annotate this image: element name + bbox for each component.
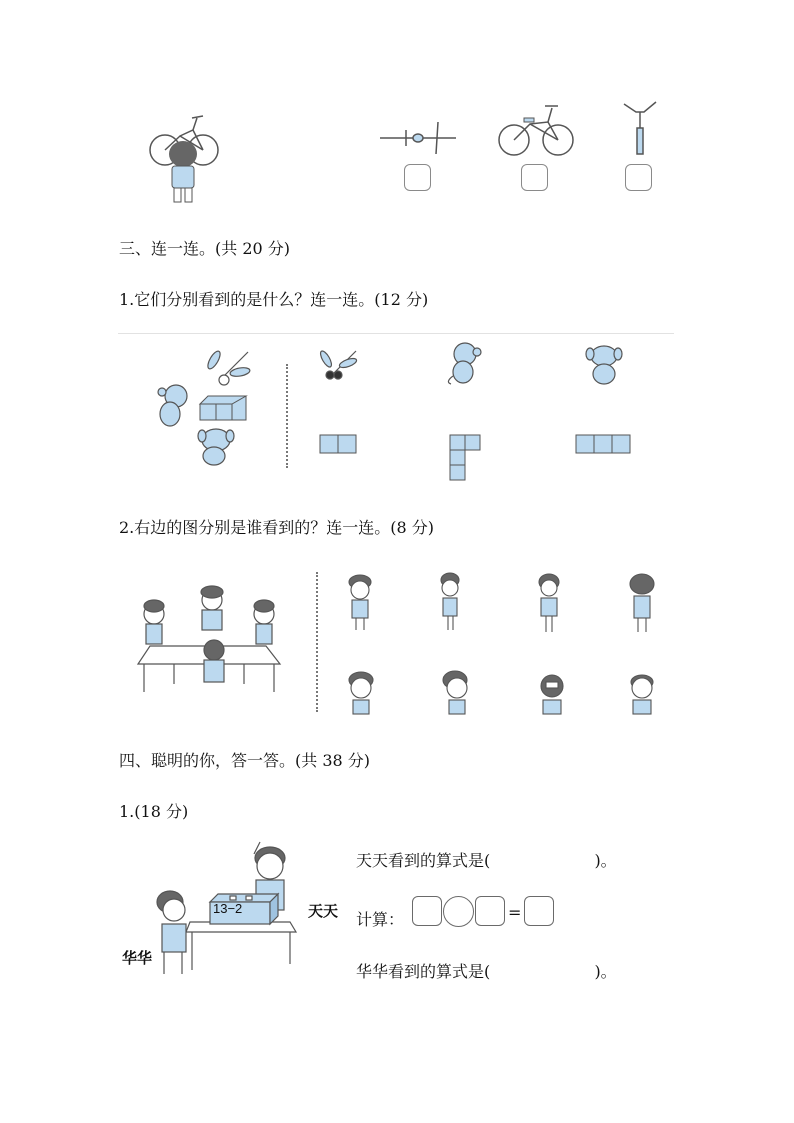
- section4-title: 四、聪明的你，答一答。(共 38 分): [119, 751, 371, 770]
- huahua-line-suffix: )。: [594, 962, 617, 981]
- answer-box-2[interactable]: [521, 164, 548, 191]
- calc-operand-box-2[interactable]: [475, 896, 505, 926]
- girl-bust-side-icon: [437, 668, 477, 716]
- boy-front-icon: [626, 672, 658, 714]
- box-equation-text: 13−2: [213, 901, 243, 916]
- name-huahua: 华华: [122, 949, 153, 967]
- girl-back-view-icon: [626, 574, 658, 634]
- l-shape-view-icon: [449, 434, 485, 482]
- answer-box-3[interactable]: [625, 164, 652, 191]
- section3-question2: 2.右边的图分别是谁看到的？连一连。(8 分): [119, 518, 435, 537]
- tiantian-question-line: [356, 848, 646, 871]
- dotted-separator-2: [316, 572, 318, 712]
- huahua-line-prefix: 华华看到的算式是(: [356, 962, 491, 981]
- calc-operator-circle[interactable]: [443, 896, 474, 927]
- bicycle-side-view-icon: [496, 100, 578, 160]
- girl-front-view-icon: [345, 574, 375, 632]
- tiantian-line-suffix: )。: [594, 851, 617, 870]
- girl-profile-view-icon: [535, 572, 563, 634]
- puppy-icon: [584, 342, 624, 386]
- calc-operand-box-1[interactable]: [412, 896, 442, 926]
- huahua-question-line: [356, 959, 646, 982]
- bicycle-front-view-icon: [620, 98, 660, 160]
- boy-back-cap-icon: [536, 672, 568, 714]
- section3-question1: 1.它们分别看到的是什么？连一连。(12 分): [119, 290, 429, 309]
- tiantian-line-prefix: 天天看到的算式是(: [356, 851, 491, 870]
- three-square-view-icon: [575, 434, 635, 456]
- kids-around-table-illustration: [134, 584, 286, 700]
- section3-title: 三、连一连。(共 20 分): [119, 239, 291, 258]
- name-tiantian: 天天: [308, 902, 339, 920]
- section4-question1: 1.(18 分): [119, 802, 189, 821]
- divider: [118, 333, 674, 334]
- child-viewing-bicycle-illustration: [145, 108, 225, 208]
- calc-result-box[interactable]: [524, 896, 554, 926]
- two-square-view-icon: [319, 434, 359, 456]
- girl-bust-front-icon: [345, 670, 377, 714]
- calc-label: 计算：: [356, 910, 405, 929]
- dragonfly-icon: [318, 345, 360, 385]
- scene-monkey-dragonfly-puppy-blocks: [148, 348, 258, 468]
- girl-side-view-icon: [437, 572, 463, 632]
- bicycle-top-view-icon: [378, 120, 460, 156]
- answer-box-1[interactable]: [404, 164, 431, 191]
- monkey-icon: [443, 340, 485, 386]
- dotted-separator-1: [286, 364, 288, 468]
- calc-equals-sign: =: [508, 903, 522, 922]
